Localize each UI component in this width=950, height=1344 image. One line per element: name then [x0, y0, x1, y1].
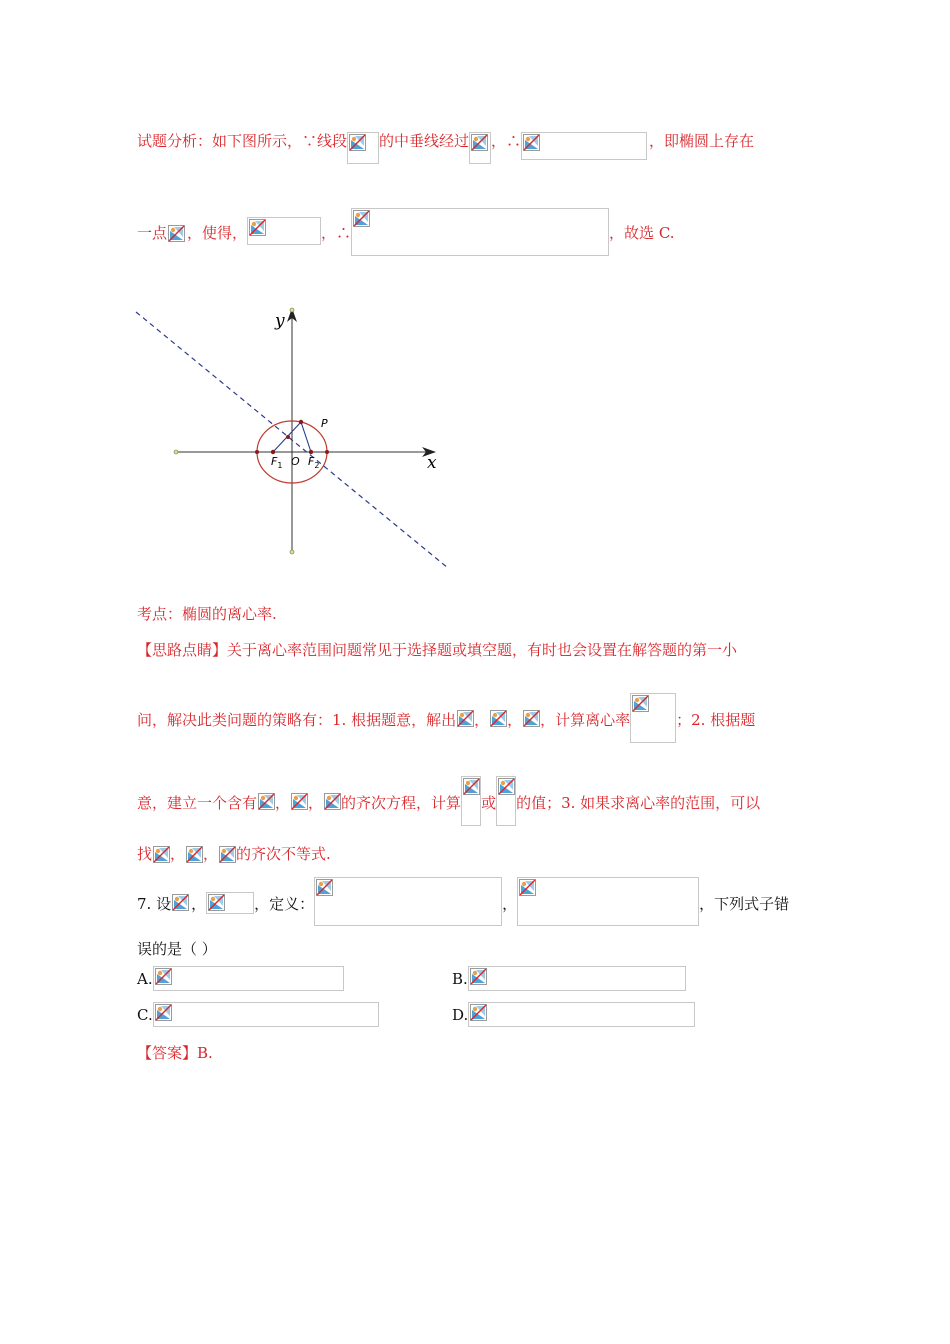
silu-line-1 [137, 639, 737, 660]
silu-text: 【思路点睛】关于离心率范围问题常见于选择题或填空题，有时也会设置在解答题的第一小 [137, 641, 738, 659]
broken-image-icon [349, 134, 366, 151]
question-text: 7. 设 [137, 895, 172, 913]
silu-text: ， [170, 845, 186, 863]
broken-image-icon [168, 225, 185, 242]
f1-label [271, 455, 282, 470]
formula-image [152, 845, 170, 865]
silu-text: ，计算离心率 [540, 711, 631, 729]
formula-image [468, 1002, 695, 1027]
broken-image-icon [463, 778, 480, 795]
formula-image [171, 893, 191, 913]
analysis-text: ，故选 C. [609, 224, 675, 242]
analysis-line-1 [137, 130, 754, 164]
broken-image-icon [519, 879, 536, 896]
silu-line-4 [137, 843, 331, 865]
broken-image-icon [208, 894, 225, 911]
analysis-text: ，∴ [491, 132, 522, 150]
f2-letter: F [308, 455, 315, 468]
option-label: C. [137, 1006, 153, 1024]
broken-image-icon [632, 695, 649, 712]
silu-line-3 [137, 776, 760, 826]
option-a[interactable] [137, 966, 344, 991]
broken-image-icon [353, 210, 370, 227]
point-vertex-left [255, 450, 259, 454]
answer [137, 1042, 213, 1063]
axis-end-point [290, 550, 294, 554]
question-text: ，定义： [254, 895, 315, 913]
broken-image-icon [291, 793, 308, 810]
origin-label: O [291, 455, 300, 468]
silu-text: 的齐次不等式. [236, 845, 331, 863]
question-text: ， [502, 895, 518, 913]
broken-image-icon [258, 793, 275, 810]
point-midpoint [286, 435, 290, 439]
broken-image-icon [498, 778, 515, 795]
broken-image-icon [470, 968, 487, 985]
formula-image [257, 792, 275, 812]
formula-image [290, 792, 308, 812]
formula-image [468, 966, 686, 991]
formula-image [496, 776, 516, 826]
option-label: B. [452, 970, 468, 988]
analysis-text: 试题分析：如下图所示，∵线段 [137, 132, 348, 150]
kaodian [137, 603, 277, 624]
silu-text: 找 [137, 845, 153, 863]
broken-image-icon [186, 846, 203, 863]
analysis-text: 一点 [137, 224, 168, 242]
formula-image [167, 224, 187, 244]
broken-image-icon [457, 710, 474, 727]
f1-letter: F [271, 455, 278, 468]
option-d[interactable] [452, 1002, 695, 1027]
broken-image-icon [219, 846, 236, 863]
question-text: ，下列式子错 [699, 895, 790, 913]
silu-text: ， [507, 711, 523, 729]
formula-image [489, 709, 507, 729]
broken-image-icon [155, 968, 172, 985]
broken-image-icon [153, 846, 170, 863]
point-f1 [271, 450, 275, 454]
formula-image [347, 132, 379, 164]
analysis-text: 的中垂线经过 [379, 132, 470, 150]
formula-image [522, 709, 540, 729]
formula-image [206, 892, 254, 914]
analysis-text: ，即椭圆上存在 [649, 132, 755, 150]
silu-text: ， [308, 794, 324, 812]
broken-image-icon [155, 1004, 172, 1021]
segment-p-f2 [301, 422, 311, 452]
question-7-line-1 [137, 877, 789, 926]
x-axis-label: x [427, 453, 437, 473]
answer-text: 【答案】B. [137, 1044, 213, 1062]
analysis-text: ，∴ [321, 224, 352, 242]
point-f2 [309, 450, 313, 454]
option-label: D. [452, 1006, 469, 1024]
silu-line-2 [137, 693, 755, 743]
question-text: 误的是（ ） [137, 940, 217, 958]
question-text: ， [191, 895, 207, 913]
broken-image-icon [523, 134, 540, 151]
formula-image [351, 208, 609, 256]
broken-image-icon [471, 134, 488, 151]
f1-subscript: 1 [277, 461, 283, 470]
broken-image-icon [172, 894, 189, 911]
formula-image [153, 1002, 379, 1027]
formula-image [323, 792, 341, 812]
formula-image [314, 877, 502, 926]
formula-image [521, 132, 647, 160]
axis-end-point [290, 308, 294, 312]
formula-image [185, 845, 203, 865]
ellipse-figure [130, 300, 460, 575]
question-7-line-2 [137, 938, 217, 959]
axis-end-point [174, 450, 178, 454]
silu-text: 意，建立一个含有 [137, 794, 258, 812]
formula-image [247, 217, 321, 245]
formula-image [218, 845, 236, 865]
formula-image [517, 877, 699, 926]
option-label: A. [137, 970, 153, 988]
broken-image-icon [324, 793, 341, 810]
analysis-text: ，使得， [187, 224, 248, 242]
f2-label [308, 455, 319, 470]
f2-subscript: 2 [314, 461, 320, 470]
formula-image [461, 776, 481, 826]
silu-text: ， [203, 845, 219, 863]
kaodian-text: 考点：椭圆的离心率. [137, 605, 277, 623]
y-axis-label: y [275, 311, 285, 331]
silu-text: 的值；3. 如果求离心率的范围，可以 [516, 794, 761, 812]
broken-image-icon [470, 1004, 487, 1021]
broken-image-icon [523, 710, 540, 727]
broken-image-icon [316, 879, 333, 896]
point-p-label: P [321, 417, 328, 430]
point-vertex-right [325, 450, 329, 454]
option-b[interactable] [452, 966, 686, 991]
silu-text: 或 [481, 794, 497, 812]
point-p [299, 420, 303, 424]
silu-text: ， [275, 794, 291, 812]
broken-image-icon [249, 219, 266, 236]
silu-text: ， [474, 711, 490, 729]
formula-image [456, 709, 474, 729]
silu-text: ；2. 根据题 [676, 711, 756, 729]
formula-image [630, 693, 676, 743]
formula-image [153, 966, 344, 991]
broken-image-icon [490, 710, 507, 727]
formula-image [469, 132, 491, 164]
silu-text: 问，解决此类问题的策略有：1. 根据题意，解出 [137, 711, 457, 729]
silu-text: 的齐次方程，计算 [341, 794, 462, 812]
option-c[interactable] [137, 1002, 379, 1027]
analysis-line-2 [137, 208, 675, 256]
